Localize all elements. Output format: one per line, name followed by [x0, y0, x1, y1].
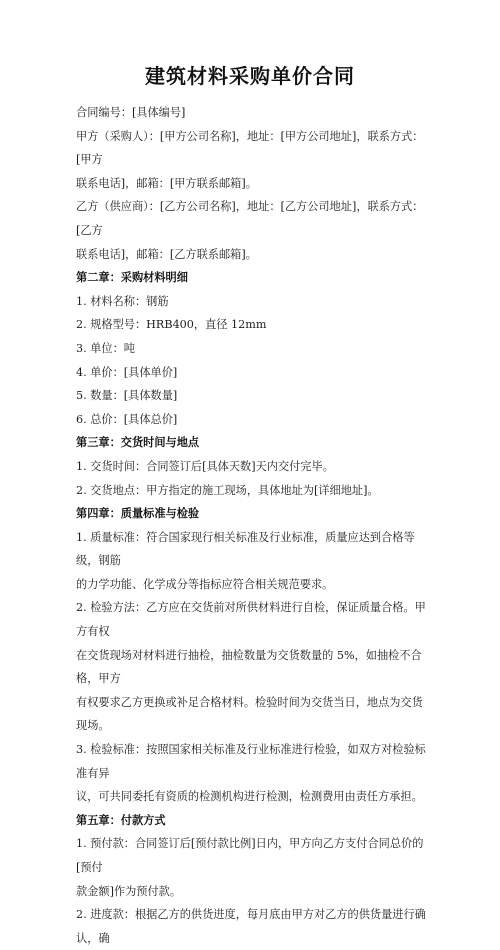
document-title: 建筑材料采购单价合同 — [145, 64, 355, 88]
list-item: 6. 总价：[具体总价] — [76, 412, 178, 426]
list-item: 1. 交货时间：合同签订后[具体天数]天内交付完毕。 — [76, 459, 334, 473]
list-item: 3. 单位：吨 — [76, 341, 135, 355]
paragraph-line: 有权要求乙方更换或补足合格材料。检验时间为交货当日，地点为交货现场。 — [76, 695, 423, 733]
party-b-line: 联系电话]，邮箱：[乙方联系邮箱]。 — [76, 247, 257, 261]
paragraph-line: 议，可共同委托有资质的检测机构进行检测，检测费用由责任方承担。 — [76, 790, 423, 804]
paragraph-line: 款金额]作为预付款。 — [76, 884, 182, 898]
list-item: 5. 数量：[具体数量] — [76, 389, 178, 403]
paragraph-line: 1. 预付款：合同签订后[预付款比例]日内，甲方向乙方支付合同总价的[预付 — [76, 837, 424, 874]
chapter-3-heading: 第三章：交货时间与地点 — [76, 436, 200, 450]
paragraph-line: 1. 质量标准：符合国家现行相关标准及行业标准，质量应达到合格等级，钢筋 — [76, 530, 415, 568]
list-item: 4. 单价：[具体单价] — [76, 365, 178, 379]
chapter-5-heading: 第五章：付款方式 — [76, 813, 166, 827]
paragraph-line: 在交货现场对材料进行抽检，抽检数量为交货数量的 5%，如抽检不合格，甲方 — [76, 648, 422, 686]
chapter-4-heading: 第四章：质量标准与检验 — [76, 507, 200, 521]
paragraph-line: 2. 检验方法：乙方应在交货前对所供材料进行自检，保证质量合格。甲方有权 — [76, 601, 426, 639]
party-a-line: 联系电话]，邮箱：[甲方联系邮箱]。 — [76, 176, 257, 190]
party-a-line: 甲方（采购人）：[甲方公司名称]，地址：[甲方公司地址]，联系方式：[甲方 — [76, 129, 424, 167]
contract-number: 合同编号：[具体编号] — [76, 106, 186, 119]
document-body — [76, 101, 428, 950]
list-item: 2. 规格型号：HRB400，直径 12mm — [76, 318, 267, 332]
list-item: 1. 材料名称：钢筋 — [76, 294, 169, 308]
chapter-2-heading: 第二章：采购材料明细 — [76, 271, 188, 285]
party-b-line: 乙方（供应商）：[乙方公司名称]，地址：[乙方公司地址]，联系方式：[乙方 — [76, 200, 424, 237]
paragraph-line: 2. 进度款：根据乙方的供货进度，每月底由甲方对乙方的供货量进行确认，确 — [76, 908, 426, 945]
paragraph-line: 3. 检验标准：按照国家相关标准及行业标准进行检验，如双方对检验标准有异 — [76, 743, 426, 780]
list-item: 2. 交货地点：甲方指定的施工现场，具体地址为[详细地址]。 — [76, 483, 379, 497]
paragraph-line: 的力学功能、化学成分等指标应符合相关规范要求。 — [76, 577, 334, 591]
